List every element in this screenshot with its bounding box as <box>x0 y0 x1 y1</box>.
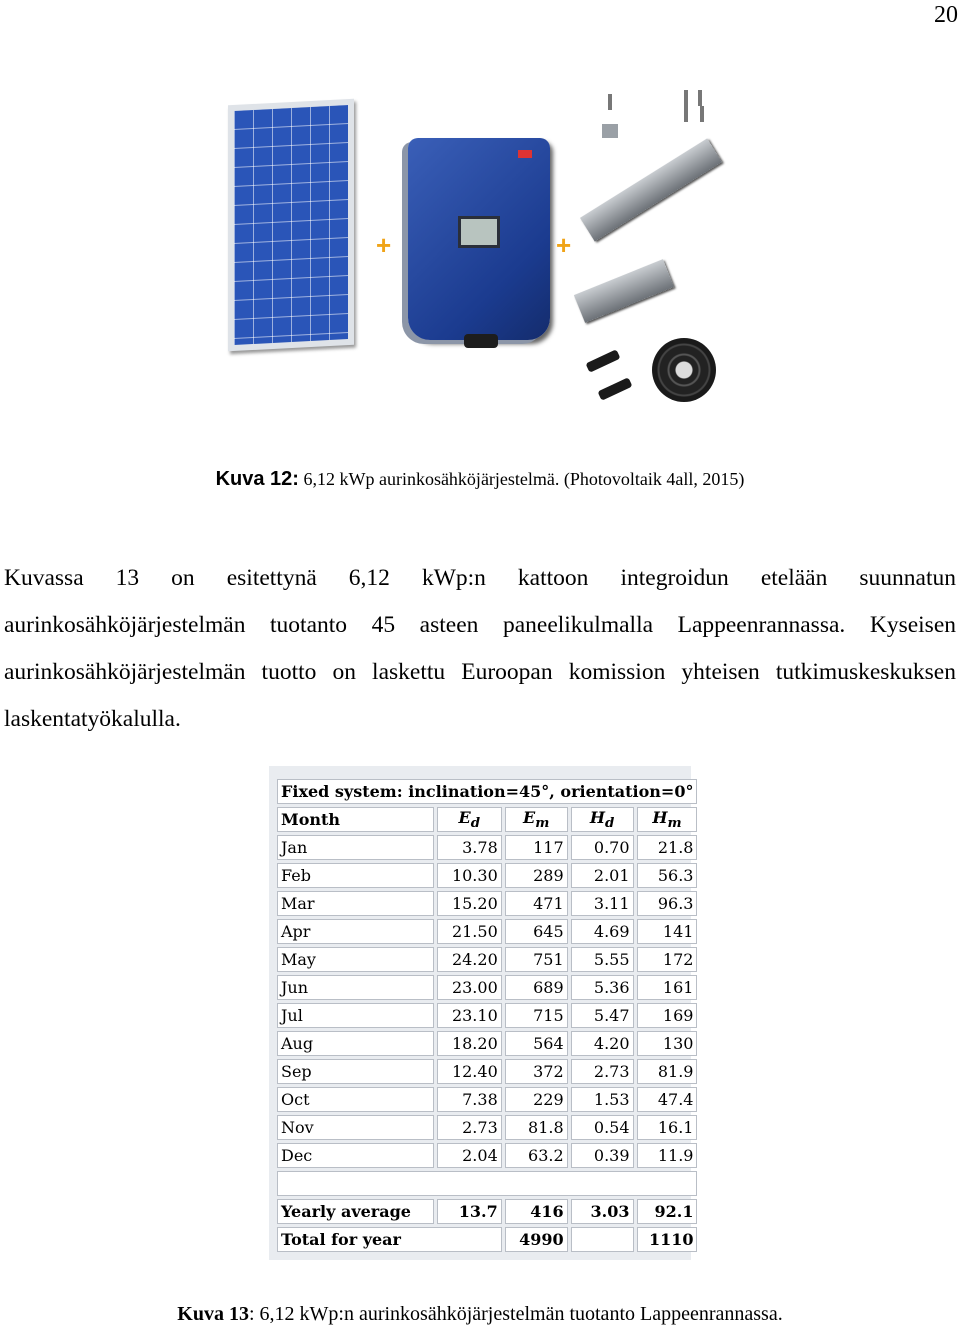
cell-hd: 4.69 <box>571 919 634 944</box>
cell-hm: 172 <box>637 947 698 972</box>
cell-hm: 21.8 <box>637 835 698 860</box>
cell-ed: 3.78 <box>437 835 502 860</box>
table-row <box>277 835 697 860</box>
plus-sign: + <box>376 230 392 260</box>
cell-hm: 161 <box>637 975 698 1000</box>
table-row <box>277 1087 697 1112</box>
cell-em: 372 <box>505 1059 568 1084</box>
cell-hd: 5.55 <box>571 947 634 972</box>
cell-em: 564 <box>505 1031 568 1056</box>
cell-hm: 47.4 <box>637 1087 698 1112</box>
total-for-year-row <box>277 1227 697 1252</box>
cell-hm: 96.3 <box>637 891 698 916</box>
cell-hd: 5.36 <box>571 975 634 1000</box>
header-hm: $H_m$ <box>637 807 698 832</box>
cell-hd: 2.73 <box>571 1059 634 1084</box>
table-row <box>277 891 697 916</box>
cell-month: Dec <box>277 1143 434 1168</box>
cell-em: 63.2 <box>505 1143 568 1168</box>
header-em: $E_m$ <box>505 807 568 832</box>
yearly-average-row <box>277 1199 697 1224</box>
cell-hd: 3.03 <box>571 1199 634 1224</box>
cell-hd: 0.39 <box>571 1143 634 1168</box>
cell-hd: 4.20 <box>571 1031 634 1056</box>
cell-em: 715 <box>505 1003 568 1028</box>
caption-label: Kuva 13 <box>177 1303 249 1325</box>
figure-12-caption <box>0 468 960 491</box>
header-month: Month <box>277 807 434 832</box>
cell-hm: 81.9 <box>637 1059 698 1084</box>
cell-em: 471 <box>505 891 568 916</box>
inverter-image <box>408 138 550 340</box>
cell-em: 751 <box>505 947 568 972</box>
yearly-average-label: Yearly average <box>277 1199 434 1224</box>
table-row <box>277 863 697 888</box>
table-row <box>277 1115 697 1140</box>
figure-13-caption <box>0 1303 960 1326</box>
cell-em: 117 <box>505 835 568 860</box>
mounting-rail-image <box>580 138 722 241</box>
caption-text: : 6,12 kWp:n aurinkosähköjärjestelmän tuotanto Lappeenrannassa. <box>248 1303 783 1325</box>
table-row <box>277 1003 697 1028</box>
pv-system-illustration <box>220 80 740 420</box>
total-for-year-label: Total for year <box>277 1227 502 1252</box>
cell-hd: 2.01 <box>571 863 634 888</box>
cell-hd: 5.47 <box>571 1003 634 1028</box>
page-number: 20 <box>934 2 958 28</box>
cell-hm: 56.3 <box>637 863 698 888</box>
header-ed: $E_d$ <box>437 807 502 832</box>
cell-month: Aug <box>277 1031 434 1056</box>
table-row <box>277 1031 697 1056</box>
cell-hd: 1.53 <box>571 1087 634 1112</box>
cell-ed: 24.20 <box>437 947 502 972</box>
cell-ed: 13.7 <box>437 1199 502 1224</box>
cell-month: Apr <box>277 919 434 944</box>
cell-em: 645 <box>505 919 568 944</box>
cell-hm: 11.9 <box>637 1143 698 1168</box>
cell-ed: 15.20 <box>437 891 502 916</box>
cell-month: Nov <box>277 1115 434 1140</box>
solar-panel-image <box>228 99 354 352</box>
caption-text: 6,12 kWp aurinkosähköjärjestelmä. (Photovoltaik 4all, 2015) <box>298 469 745 489</box>
table-row <box>277 1059 697 1084</box>
table-row <box>277 919 697 944</box>
cell-em: 81.8 <box>505 1115 568 1140</box>
cell-em: 416 <box>505 1199 568 1224</box>
cell-hm: 141 <box>637 919 698 944</box>
cell-hm: 169 <box>637 1003 698 1028</box>
cell-ed: 2.73 <box>437 1115 502 1140</box>
cell-hd: 0.54 <box>571 1115 634 1140</box>
table-row <box>277 1143 697 1168</box>
cell-month: Jul <box>277 1003 434 1028</box>
table-header-row <box>277 807 697 832</box>
cell-ed: 18.20 <box>437 1031 502 1056</box>
cell-em: 229 <box>505 1087 568 1112</box>
cell-ed: 7.38 <box>437 1087 502 1112</box>
cell-month: Jun <box>277 975 434 1000</box>
pv-production-table <box>269 766 694 1260</box>
table-row <box>277 975 697 1000</box>
cell-month: May <box>277 947 434 972</box>
body-paragraph: Kuvassa 13 on esitettynä 6,12 kWp:n kattoon integroidun etelään suunnatun aurinkosähköjärjestelmän tuotanto 45 asteen paneelikulmalla Lappeenrannassa. Kyseisen aurinkosähköjärjestelmän tuotto on laskettu Euroopan komission yhteisen tutkimuskeskuksen laskentatyökalulla. <box>4 565 956 732</box>
cell-hd: 0.70 <box>571 835 634 860</box>
cell-month: Feb <box>277 863 434 888</box>
cell-em: 4990 <box>505 1227 568 1252</box>
cell-ed: 12.40 <box>437 1059 502 1084</box>
cell-ed: 21.50 <box>437 919 502 944</box>
cell-em: 689 <box>505 975 568 1000</box>
cell-month: Sep <box>277 1059 434 1084</box>
cell-month: Jan <box>277 835 434 860</box>
cell-ed: 23.00 <box>437 975 502 1000</box>
cable-reel-image <box>652 338 716 402</box>
cell-month: Mar <box>277 891 434 916</box>
cell-em: 289 <box>505 863 568 888</box>
plus-sign: + <box>556 230 572 260</box>
table-title-row <box>277 779 697 804</box>
cell-ed: 10.30 <box>437 863 502 888</box>
mounting-rail-image <box>574 259 674 323</box>
cell-hm: 1110 <box>637 1227 698 1252</box>
caption-label: Kuva 12: <box>215 468 299 490</box>
header-hd: $H_d$ <box>571 807 634 832</box>
cell-hm: 16.1 <box>637 1115 698 1140</box>
cell-ed: 23.10 <box>437 1003 502 1028</box>
cell-hm: 92.1 <box>637 1199 698 1224</box>
cell-hd-empty <box>571 1227 634 1252</box>
cell-ed: 2.04 <box>437 1143 502 1168</box>
cell-month: Oct <box>277 1087 434 1112</box>
cell-hm: 130 <box>637 1031 698 1056</box>
table-title: Fixed system: inclination=45°, orientation=0° <box>277 779 697 804</box>
table-row <box>277 947 697 972</box>
cell-hd: 3.11 <box>571 891 634 916</box>
